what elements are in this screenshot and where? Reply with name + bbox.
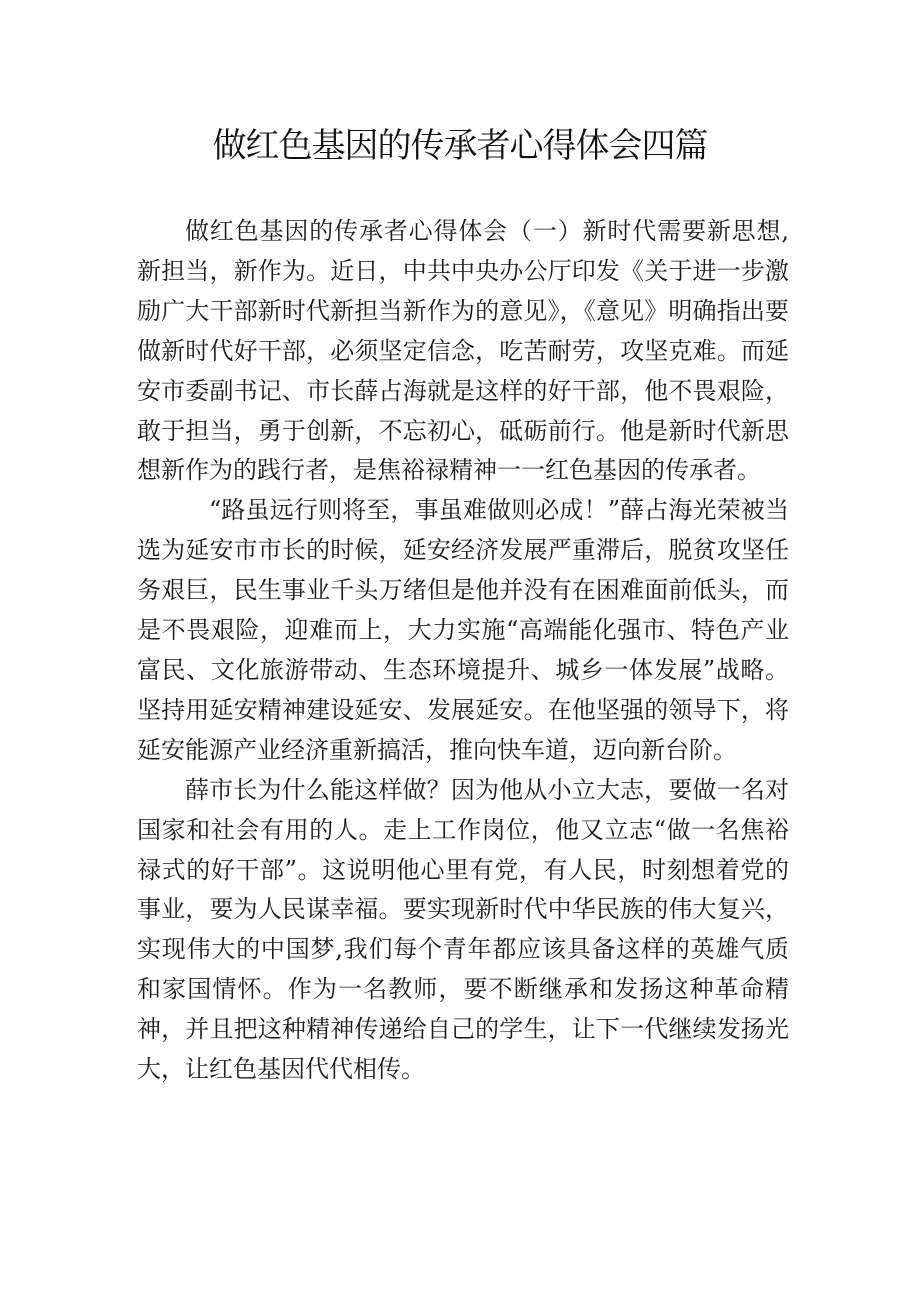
paragraph-1: 做红色基因的传承者心得体会（一）新时代需要新思想,新担当，新作为。近日，中共中央办公厅印发《关于进一步激励广大干部新时代新担当新作为的意见》，《意见》明确指出要做新时代好干部，必须坚定信念，吃苦耐劳，攻坚克难。而延安市委副书记、市长薛占海就是这样的好干部，他不畏艰险，敢于担当，勇于创新，不忘初心，砥砺前行。他是新时代新思想新作为的践行者，是焦裕禄精神一一红色基因的传承者。 — [137, 217, 789, 485]
document-body — [137, 212, 789, 1090]
paragraph-2: “路虽远行则将至，事虽难做则必成！”薛占海光荣被当选为延安市市长的时候，延安经济发展严重滞后，脱贫攻坚任务艰巨，民生事业千头万绪但是他并没有在困难面前低头，而是不畏艰险，迎难而上，大力实施“高端能化强市、特色产业富民、文化旅游带动、生态环境提升、城乡一体发展”战略。坚持用延安精神建设延安、发展延安。在他坚强的领导下，将延安能源产业经济重新搞活，推向快车道，迈向新台阶。 — [137, 496, 789, 764]
paragraph-3: 薛市长为什么能这样做？因为他从小立大志，要做一名对国家和社会有用的人。走上工作岗位，他又立志“做一名焦裕禄式的好干部”。这说明他心里有党，有人民，时刻想着党的事业，要为人民谋幸福。要实现新时代中华民族的伟大复兴，实现伟大的中国梦,我们每个青年都应该具备这样的英雄气质和家国情怀。作为一名教师，要不断继承和发扬这种革命精神，并且把这种精神传递给自己的学生，让下一代继续发扬光大，让红色基因代代相传。 — [137, 775, 789, 1084]
document-title: 做红色基因的传承者心得体会四篇 — [212, 126, 708, 166]
